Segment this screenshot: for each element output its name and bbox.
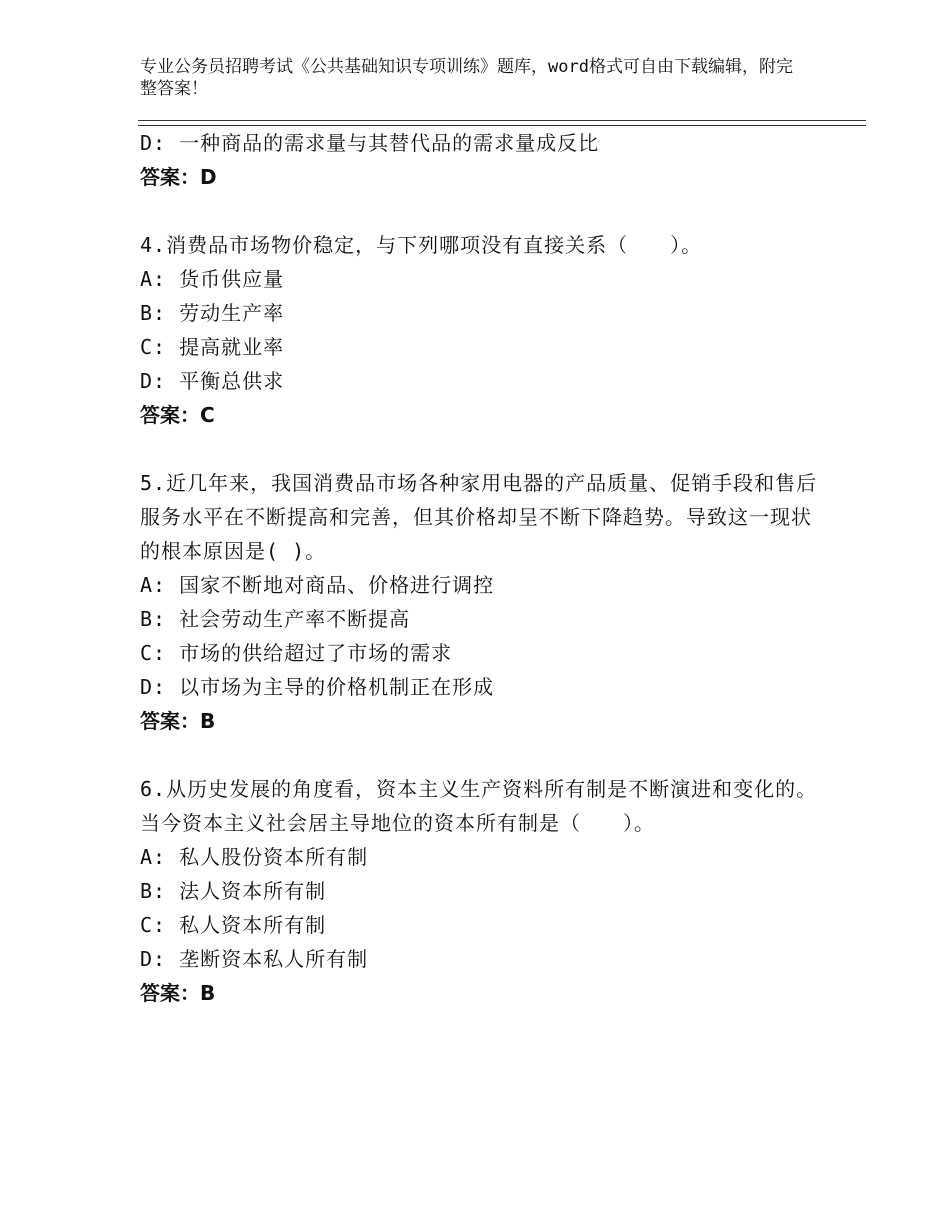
- option-b: B: 法人资本所有制: [140, 879, 327, 903]
- option-c: C: 提高就业率: [140, 335, 285, 359]
- question-stem: 6.从历史发展的角度看，资本主义生产资料所有制是不断演进和变化的。当今资本主义社会居主导地位的资本所有制是（ ）。: [140, 777, 818, 835]
- option-a: A: 私人股份资本所有制: [140, 845, 369, 869]
- answer: 答案：B: [140, 709, 216, 733]
- option-b: B: 社会劳动生产率不断提高: [140, 607, 411, 631]
- option-d: D: 垄断资本私人所有制: [140, 947, 369, 971]
- page-header: 专业公务员招聘考试《公共基础知识专项训练》题库，word格式可自由下载编辑，附完整答案！: [140, 57, 793, 99]
- q3-answer: 答案：D: [140, 165, 217, 189]
- question-5: [140, 466, 820, 738]
- spacer: [140, 432, 820, 466]
- option-d: D: 平衡总供求: [140, 369, 285, 393]
- option-c: C: 私人资本所有制: [140, 913, 327, 937]
- option-c: C: 市场的供给超过了市场的需求: [140, 641, 453, 665]
- option-b: B: 劳动生产率: [140, 301, 285, 325]
- question-stem: 5.近几年来，我国消费品市场各种家用电器的产品质量、促销手段和售后服务水平在不断提高和完善，但其价格却呈不断下降趋势。导致这一现状的根本原因是( )。: [140, 471, 818, 563]
- option-a: A: 货币供应量: [140, 267, 285, 291]
- q3-option-d: D: 一种商品的需求量与其替代品的需求量成反比: [140, 131, 600, 155]
- question-4: [140, 228, 820, 432]
- question-stem: 4.消费品市场物价稳定，与下列哪项没有直接关系（ ）。: [140, 233, 703, 257]
- spacer: [140, 738, 820, 772]
- answer: 答案：C: [140, 403, 215, 427]
- option-d: D: 以市场为主导的价格机制正在形成: [140, 675, 495, 699]
- spacer: [140, 194, 820, 228]
- document-body: [140, 126, 820, 1010]
- option-a: A: 国家不断地对商品、价格进行调控: [140, 573, 495, 597]
- question-6: [140, 772, 820, 1010]
- answer: 答案：B: [140, 981, 216, 1005]
